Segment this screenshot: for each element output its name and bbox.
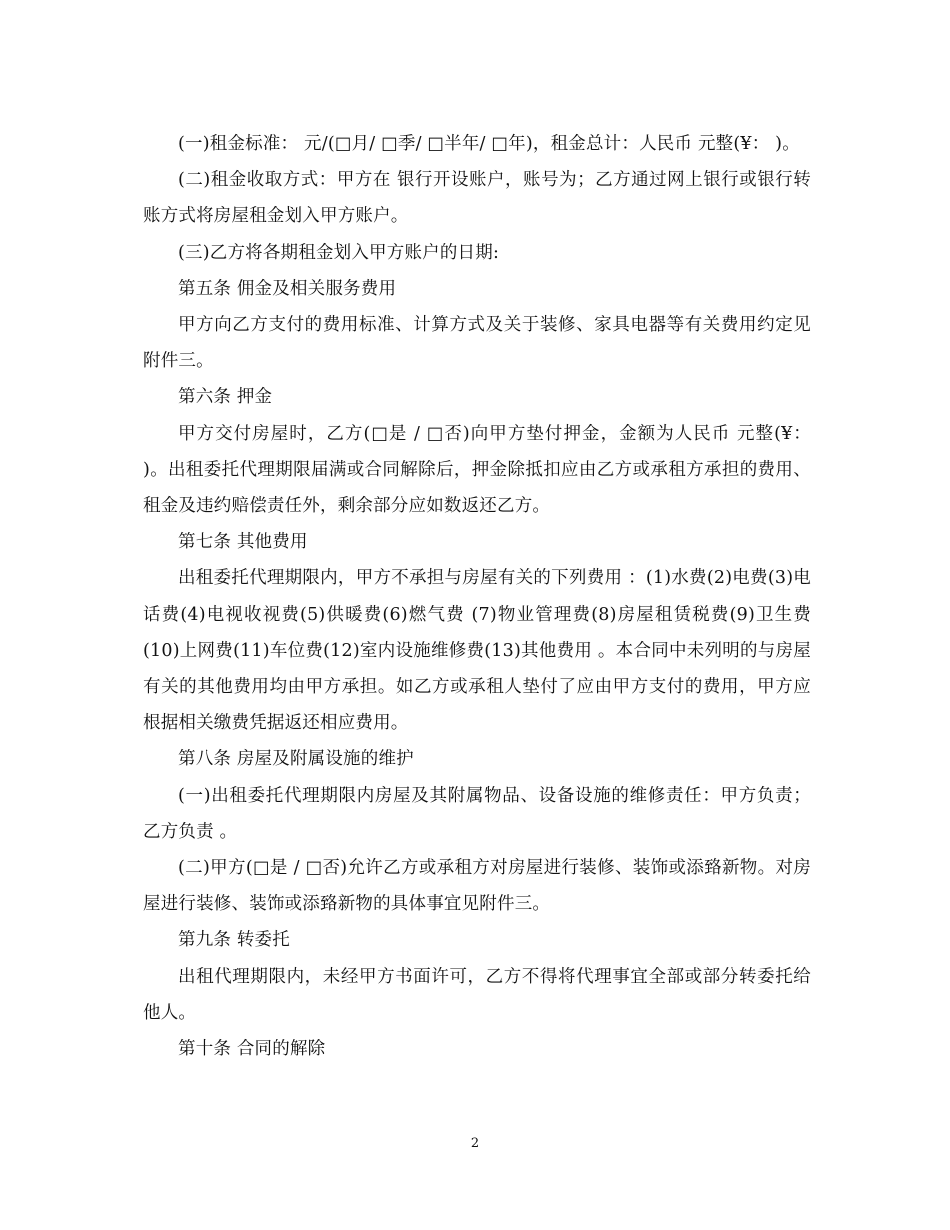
paragraph-rent-collection: (二)租金收取方式：甲方在 银行开设账户，账号为；乙方通过网上银行或银行转账方式将房屋租金划入甲方账户。 <box>143 170 811 227</box>
paragraph-subdelegation: 出租代理期限内，未经甲方书面许可，乙方不得将代理事宜全部或部分转委托给他人。 <box>143 966 811 1023</box>
article-7-heading: 第七条 其他费用 <box>178 532 308 553</box>
paragraph-rent-date: (三)乙方将各期租金划入甲方账户的日期: <box>178 242 500 263</box>
article-5-heading: 第五条 佣金及相关服务费用 <box>178 278 397 299</box>
paragraph-commission: 甲方向乙方支付的费用标准、计算方式及关于装修、家具电器等有关费用约定见附件三。 <box>143 315 811 372</box>
paragraph-maintenance: (一)出租委托代理期限内房屋及其附属物品、设备设施的维修责任：甲方负责；乙方负责 。 <box>143 785 811 842</box>
article-6-heading: 第六条 押金 <box>178 387 273 408</box>
paragraph-deposit: 甲方交付房屋时，乙方(□是 / □否)向甲方垫付押金，金额为人民币 元整(¥： )。出租委托代理期限届满或合同解除后，押金除抵扣应由乙方或承租方承担的费用、租金及违约赔偿责任外，剩余部分应如数返还乙方。 <box>143 423 811 517</box>
paragraph-decoration: (二)甲方(□是 / □否)允许乙方或承租方对房屋进行装修、装饰或添臵新物。对房屋进行装修、装饰或添臵新物的具体事宜见附件三。 <box>143 858 811 915</box>
article-9-heading: 第九条 转委托 <box>178 930 290 951</box>
article-10-heading: 第十条 合同的解除 <box>178 1039 326 1060</box>
page-number: 2 <box>470 1136 480 1151</box>
article-8-heading: 第八条 房屋及附属设施的维护 <box>178 749 414 770</box>
document-body <box>143 126 811 1067</box>
paragraph-other-fees: 出租委托代理期限内，甲方不承担与房屋有关的下列费用 ：(1)水费(2)电费(3)电话费(4)电视收视费(5)供暖费(6)燃气费 (7)物业管理费(8)房屋租赁税费(9)卫生费(10)上网费(11)车位费(12)室内设施维修费(13)其他费用 。本合同中未列明的与房屋有关的其他费用均由甲方承担。如乙方或承租人垫付了应由甲方支付的费用，甲方应根据相关缴费凭据返还相应费用。 <box>143 568 811 734</box>
paragraph-rent-standard: (一)租金标准： 元/(□月/ □季/ □半年/ □年)，租金总计：人民币 元整(¥： )。 <box>178 134 800 154</box>
